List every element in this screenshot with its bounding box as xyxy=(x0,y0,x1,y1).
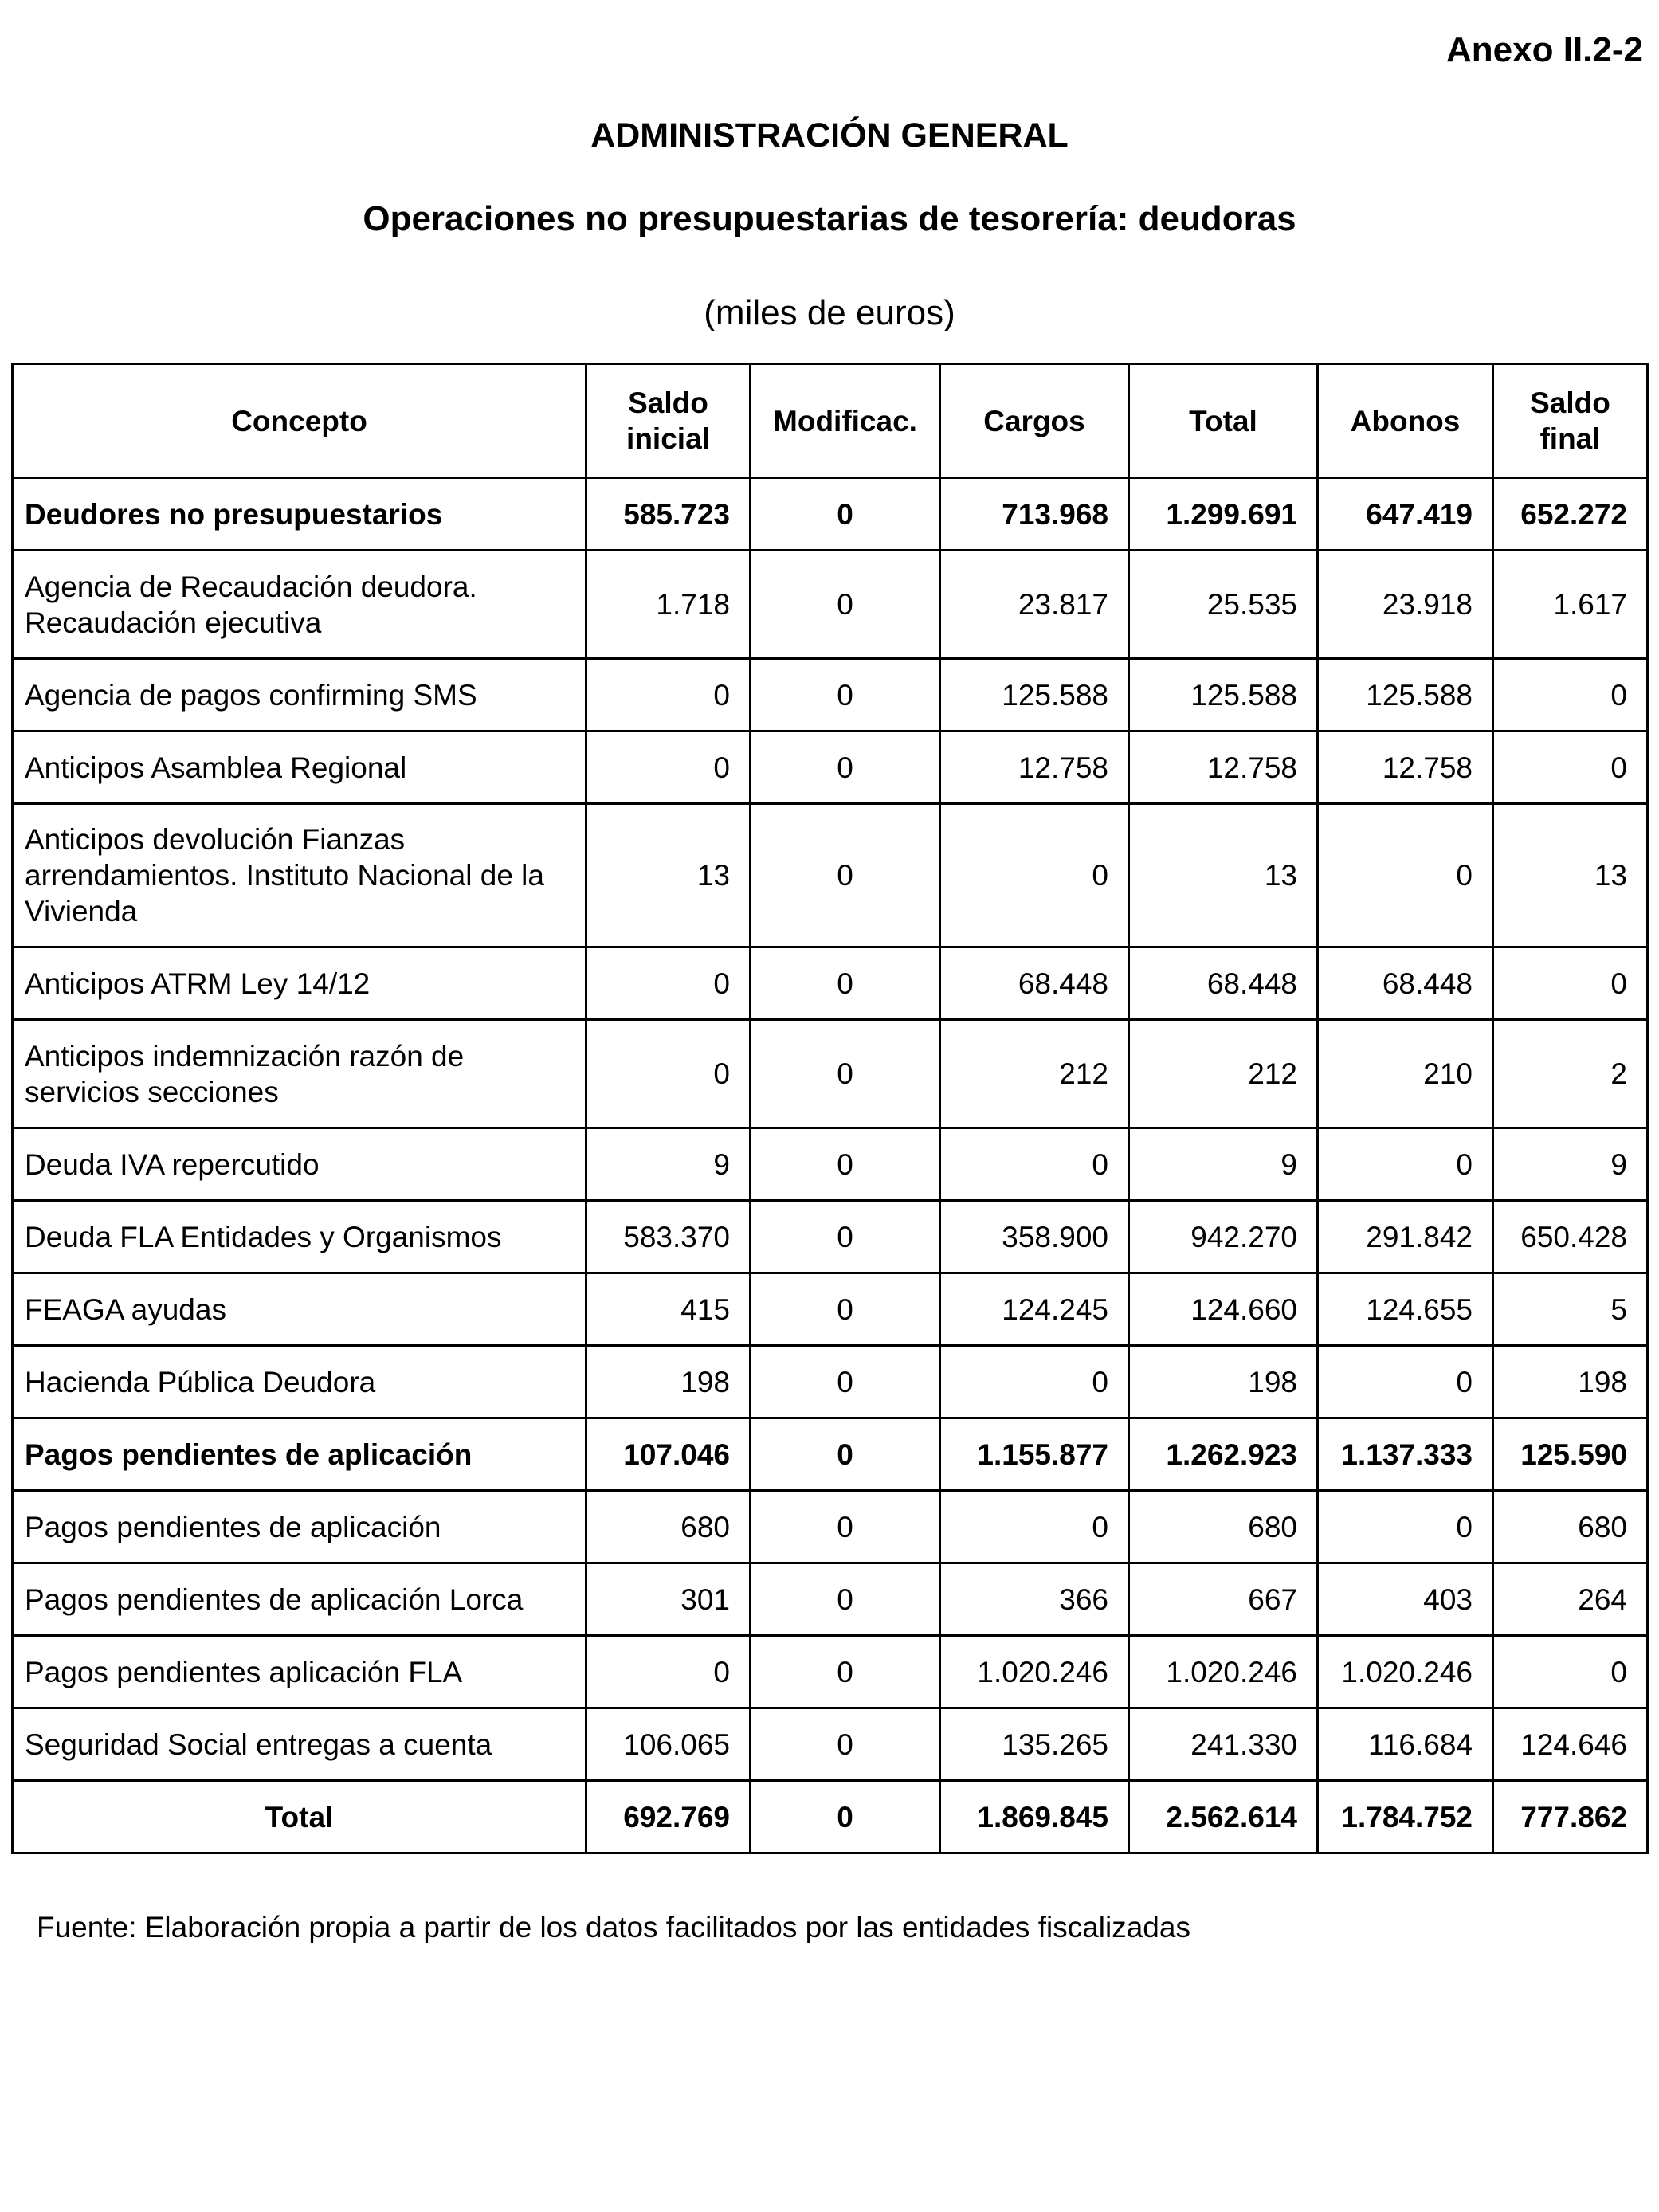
cell-cargos: 1.020.246 xyxy=(940,1636,1129,1708)
cell-concepto: Deuda IVA repercutido xyxy=(13,1128,586,1201)
cell-concepto: Pagos pendientes aplicación FLA xyxy=(13,1636,586,1708)
cell-saldo-final: 9 xyxy=(1493,1128,1648,1201)
cell-saldo-inicial: 9 xyxy=(586,1128,751,1201)
cell-concepto-line2: servicios secciones xyxy=(25,1075,279,1108)
annex-label: Anexo II.2-2 xyxy=(1446,30,1643,69)
cell-abonos: 23.918 xyxy=(1318,551,1493,659)
cell-modificac: 0 xyxy=(751,551,940,659)
table-row xyxy=(13,1636,1648,1708)
cell-concepto: FEAGA ayudas xyxy=(13,1273,586,1346)
cell-modificac: 0 xyxy=(751,1201,940,1273)
cell-saldo-inicial: 583.370 xyxy=(586,1201,751,1273)
cell-total: 1.020.246 xyxy=(1129,1636,1318,1708)
cell-concepto: Seguridad Social entregas a cuenta xyxy=(13,1708,586,1781)
cell-total: 13 xyxy=(1129,804,1318,947)
table-row xyxy=(13,1418,1648,1491)
cell-cargos: 1.869.845 xyxy=(940,1781,1129,1853)
cell-total: 12.758 xyxy=(1129,731,1318,804)
cell-total: 241.330 xyxy=(1129,1708,1318,1781)
header-abonos: Abonos xyxy=(1318,364,1493,478)
cell-saldo-inicial: 680 xyxy=(586,1491,751,1563)
cell-saldo-inicial: 1.718 xyxy=(586,551,751,659)
cell-saldo-final: 0 xyxy=(1493,659,1648,731)
cell-cargos: 212 xyxy=(940,1020,1129,1128)
cell-abonos: 210 xyxy=(1318,1020,1493,1128)
cell-concepto-line1: Anticipos indemnización razón de xyxy=(25,1039,465,1073)
cell-modificac: 0 xyxy=(751,947,940,1020)
cell-saldo-final: 650.428 xyxy=(1493,1201,1648,1273)
cell-abonos: 291.842 xyxy=(1318,1201,1493,1273)
cell-cargos: 125.588 xyxy=(940,659,1129,731)
cell-saldo-final: 5 xyxy=(1493,1273,1648,1346)
cell-cargos: 68.448 xyxy=(940,947,1129,1020)
cell-concepto: Pagos pendientes de aplicación xyxy=(13,1418,586,1491)
cell-abonos: 0 xyxy=(1318,1128,1493,1201)
cell-concepto-line2: arrendamientos. Instituto Nacional de la xyxy=(25,859,544,892)
cell-concepto: Deuda FLA Entidades y Organismos xyxy=(13,1201,586,1273)
cell-modificac: 0 xyxy=(751,1346,940,1418)
cell-cargos: 135.265 xyxy=(940,1708,1129,1781)
cell-saldo-inicial: 692.769 xyxy=(586,1781,751,1853)
cell-saldo-final: 777.862 xyxy=(1493,1781,1648,1853)
header-modificac: Modificac. xyxy=(751,364,940,478)
cell-abonos: 0 xyxy=(1318,804,1493,947)
cell-concepto: Anticipos ATRM Ley 14/12 xyxy=(13,947,586,1020)
cell-abonos: 68.448 xyxy=(1318,947,1493,1020)
cell-concepto: Hacienda Pública Deudora xyxy=(13,1346,586,1418)
cell-modificac: 0 xyxy=(751,1708,940,1781)
cell-total: 2.562.614 xyxy=(1129,1781,1318,1853)
cell-concepto: Deudores no presupuestarios xyxy=(13,478,586,551)
cell-concepto: Pagos pendientes de aplicación Lorca xyxy=(13,1563,586,1636)
cell-concepto-total: Total xyxy=(13,1781,586,1853)
cell-cargos: 0 xyxy=(940,1491,1129,1563)
cell-total: 1.262.923 xyxy=(1129,1418,1318,1491)
cell-modificac: 0 xyxy=(751,1636,940,1708)
cell-concepto xyxy=(13,551,586,659)
table-header-row xyxy=(13,364,1648,478)
table-row xyxy=(13,731,1648,804)
cell-total: 125.588 xyxy=(1129,659,1318,731)
page-title: ADMINISTRACIÓN GENERAL xyxy=(590,116,1069,155)
header-saldo-inicial-line1: Saldo xyxy=(628,386,708,419)
table-row xyxy=(13,1346,1648,1418)
cell-abonos: 12.758 xyxy=(1318,731,1493,804)
header-total: Total xyxy=(1129,364,1318,478)
cell-cargos: 12.758 xyxy=(940,731,1129,804)
table-row xyxy=(13,1020,1648,1128)
cell-total: 124.660 xyxy=(1129,1273,1318,1346)
header-saldo-inicial xyxy=(586,364,751,478)
cell-modificac: 0 xyxy=(751,1491,940,1563)
table-row xyxy=(13,1273,1648,1346)
cell-modificac: 0 xyxy=(751,1563,940,1636)
source-note: Fuente: Elaboración propia a partir de los datos facilitados por las entidades fiscalizadas xyxy=(37,1911,1190,1943)
cell-modificac: 0 xyxy=(751,1020,940,1128)
cell-abonos: 0 xyxy=(1318,1346,1493,1418)
cell-cargos: 0 xyxy=(940,1346,1129,1418)
cell-concepto-line2: Recaudación ejecutiva xyxy=(25,606,322,639)
cell-cargos: 0 xyxy=(940,1128,1129,1201)
cell-saldo-inicial: 13 xyxy=(586,804,751,947)
cell-abonos: 125.588 xyxy=(1318,659,1493,731)
cell-cargos: 0 xyxy=(940,804,1129,947)
cell-saldo-inicial: 415 xyxy=(586,1273,751,1346)
cell-concepto-line1: Anticipos devolución Fianzas xyxy=(25,823,406,856)
cell-saldo-final: 0 xyxy=(1493,731,1648,804)
cell-saldo-final: 125.590 xyxy=(1493,1418,1648,1491)
cell-total: 68.448 xyxy=(1129,947,1318,1020)
table-row xyxy=(13,804,1648,947)
table-row xyxy=(13,478,1648,551)
table-row xyxy=(13,1708,1648,1781)
table-row xyxy=(13,659,1648,731)
header-saldo-final-line2: final xyxy=(1539,422,1601,455)
cell-abonos: 116.684 xyxy=(1318,1708,1493,1781)
cell-concepto: Anticipos Asamblea Regional xyxy=(13,731,586,804)
cell-total: 9 xyxy=(1129,1128,1318,1201)
cell-saldo-inicial: 585.723 xyxy=(586,478,751,551)
cell-saldo-inicial: 107.046 xyxy=(586,1418,751,1491)
cell-abonos: 0 xyxy=(1318,1491,1493,1563)
table-row xyxy=(13,1128,1648,1201)
header-saldo-inicial-line2: inicial xyxy=(626,422,710,455)
cell-abonos: 1.137.333 xyxy=(1318,1418,1493,1491)
cell-saldo-final: 0 xyxy=(1493,1636,1648,1708)
cell-saldo-inicial: 0 xyxy=(586,1636,751,1708)
cell-total: 667 xyxy=(1129,1563,1318,1636)
cell-saldo-inicial: 301 xyxy=(586,1563,751,1636)
cell-saldo-final: 198 xyxy=(1493,1346,1648,1418)
cell-saldo-final: 652.272 xyxy=(1493,478,1648,551)
cell-concepto-line1: Agencia de Recaudación deudora. xyxy=(25,570,477,603)
cell-concepto: Agencia de pagos confirming SMS xyxy=(13,659,586,731)
cell-cargos: 358.900 xyxy=(940,1201,1129,1273)
cell-total: 198 xyxy=(1129,1346,1318,1418)
cell-concepto-line3: Vivienda xyxy=(25,895,138,928)
cell-modificac: 0 xyxy=(751,1273,940,1346)
cell-concepto: Pagos pendientes de aplicación xyxy=(13,1491,586,1563)
header-concepto: Concepto xyxy=(13,364,586,478)
cell-total: 1.299.691 xyxy=(1129,478,1318,551)
cell-saldo-final: 124.646 xyxy=(1493,1708,1648,1781)
cell-saldo-inicial: 0 xyxy=(586,659,751,731)
cell-total: 25.535 xyxy=(1129,551,1318,659)
total-row xyxy=(13,1781,1648,1853)
cell-saldo-inicial: 0 xyxy=(586,731,751,804)
header-cargos: Cargos xyxy=(940,364,1129,478)
cell-total: 680 xyxy=(1129,1491,1318,1563)
cell-saldo-final: 0 xyxy=(1493,947,1648,1020)
table-row xyxy=(13,947,1648,1020)
cell-abonos: 647.419 xyxy=(1318,478,1493,551)
cell-saldo-final: 264 xyxy=(1493,1563,1648,1636)
cell-saldo-final: 13 xyxy=(1493,804,1648,947)
cell-abonos: 1.020.246 xyxy=(1318,1636,1493,1708)
cell-modificac: 0 xyxy=(751,1128,940,1201)
header-saldo-final-line1: Saldo xyxy=(1530,386,1610,419)
cell-saldo-final: 2 xyxy=(1493,1020,1648,1128)
cell-abonos: 403 xyxy=(1318,1563,1493,1636)
cell-abonos: 1.784.752 xyxy=(1318,1781,1493,1853)
page-subtitle: Operaciones no presupuestarias de tesorería: deudoras xyxy=(363,199,1296,238)
cell-concepto xyxy=(13,804,586,947)
cell-abonos: 124.655 xyxy=(1318,1273,1493,1346)
cell-saldo-inicial: 106.065 xyxy=(586,1708,751,1781)
units-label: (miles de euros) xyxy=(704,293,955,332)
cell-saldo-inicial: 0 xyxy=(586,947,751,1020)
table-row xyxy=(13,551,1648,659)
cell-modificac: 0 xyxy=(751,1781,940,1853)
header-saldo-final xyxy=(1493,364,1648,478)
table-row xyxy=(13,1201,1648,1273)
operations-table xyxy=(11,363,1649,1854)
cell-concepto xyxy=(13,1020,586,1128)
cell-total: 942.270 xyxy=(1129,1201,1318,1273)
cell-modificac: 0 xyxy=(751,1418,940,1491)
cell-total: 212 xyxy=(1129,1020,1318,1128)
cell-modificac: 0 xyxy=(751,659,940,731)
cell-saldo-final: 680 xyxy=(1493,1491,1648,1563)
cell-modificac: 0 xyxy=(751,731,940,804)
cell-cargos: 124.245 xyxy=(940,1273,1129,1346)
cell-modificac: 0 xyxy=(751,804,940,947)
cell-saldo-inicial: 198 xyxy=(586,1346,751,1418)
table-row xyxy=(13,1491,1648,1563)
cell-cargos: 23.817 xyxy=(940,551,1129,659)
table-row xyxy=(13,1563,1648,1636)
cell-modificac: 0 xyxy=(751,478,940,551)
cell-cargos: 1.155.877 xyxy=(940,1418,1129,1491)
cell-cargos: 713.968 xyxy=(940,478,1129,551)
cell-saldo-final: 1.617 xyxy=(1493,551,1648,659)
cell-saldo-inicial: 0 xyxy=(586,1020,751,1128)
cell-cargos: 366 xyxy=(940,1563,1129,1636)
